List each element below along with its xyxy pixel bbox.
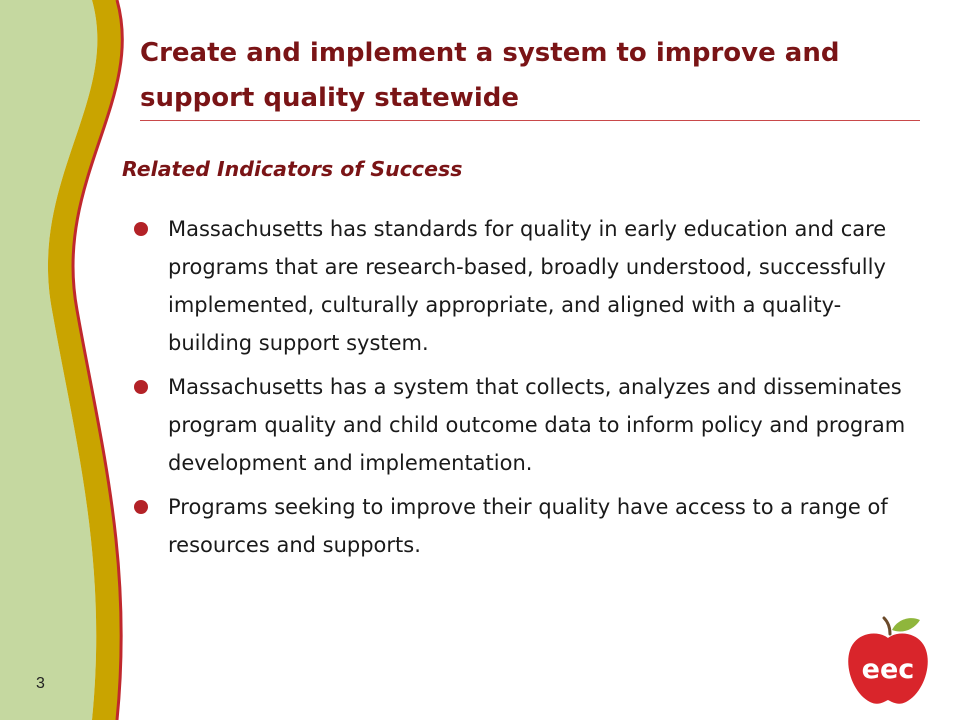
slide-subtitle: Related Indicators of Success [122,157,463,181]
bullet-text: Massachusetts has a system that collects, analyzes and disseminates program quality and child outcome data to inform policy and program development and implementation. [168,375,906,475]
list-item [130,368,920,482]
list-item [130,210,920,362]
apple-logo-icon [840,612,936,708]
bullet-text: Programs seeking to improve their quality have access to a range of resources and supports. [168,495,888,557]
bullet-dot-icon [134,380,148,394]
apple-leaf [892,618,920,631]
title-divider [140,120,920,121]
indicator-list [130,210,920,570]
logo-text: eec [861,654,915,685]
bullet-dot-icon [134,222,148,236]
bullet-dot-icon [134,500,148,514]
list-item [130,488,920,564]
apple-stem [884,618,890,634]
page-number: 3 [36,675,45,692]
bullet-text: Massachusetts has standards for quality in early education and care programs that are research-based, broadly understood, successfully implemented, culturally appropriate, and aligned with a quality-building support system. [168,217,887,355]
slide-title: Create and implement a system to improve and support quality statewide [140,38,840,113]
